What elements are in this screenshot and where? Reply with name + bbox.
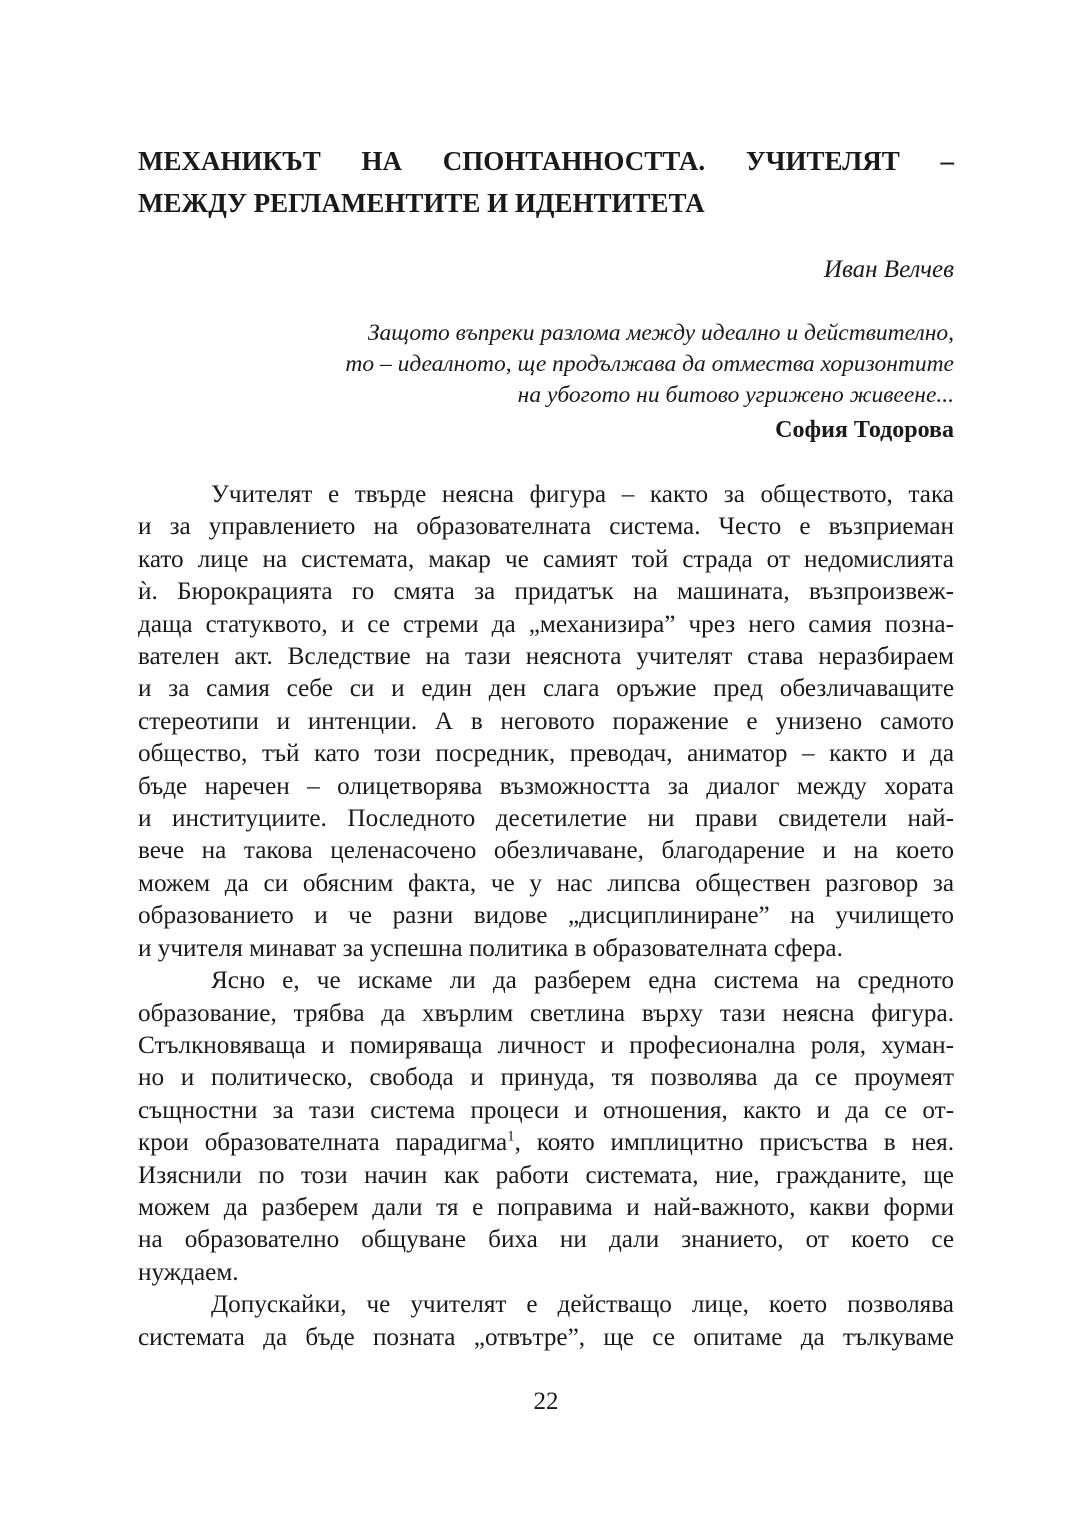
text-line: и за самия себе си и един ден слага оръжие пред обезличаващите [138, 675, 954, 703]
text-line: вателен акт. Вследствие на тази неяснота учителят става неразбираем [138, 643, 954, 671]
text-line: образование, трябва да хвърлим светлина върху тази неясна фигура. [138, 999, 954, 1027]
document-page [138, 0, 954, 1530]
text-line: Изяснили по този начин как работи системата, ние, гражданите, ще [138, 1161, 954, 1189]
article-title [138, 140, 954, 224]
text-line: Стълкновяваща и помиряваща личност и професионална роля, хуман- [138, 1031, 954, 1059]
text-line: и за управлението на образователната система. Често е възприеман [138, 513, 954, 541]
text-line: Ясно е, че искаме ли да разберем една система на средното [211, 967, 954, 995]
article-body [138, 479, 954, 1354]
text-line: и институциите. Последното десетилетие ни прави свидетели най- [138, 805, 954, 833]
epigraph-line: Защото въпреки разлома между идеално и действително, [367, 320, 954, 346]
paragraph-2 [138, 965, 954, 1289]
article-author: Иван Велчев [823, 256, 954, 283]
epigraph [254, 318, 954, 411]
text-line: същностни за тази система процеси и отношения, както и да се от- [138, 1096, 954, 1124]
text-line: можем да разберем дали тя е поправима и най-важното, какви форми [138, 1193, 954, 1221]
text-line: вече на такова целенасочено обезличаване, благодарение и на което [138, 837, 954, 865]
text-line: но и политическо, свобода и принуда, тя позволява да се проумеят [138, 1064, 954, 1092]
text-line: образованието и че разни видове „дисциплиниране” на училището [138, 902, 954, 930]
text-line: бъде наречен – олицетворява възможността за диалог между хората [138, 772, 954, 800]
article-title-line-2: МЕЖДУ РЕГЛАМЕНТИТЕ И ИДЕНТИТЕТА [138, 188, 705, 218]
text-line: даща статуквото, и се стреми да „механизира” чрез него самия позна- [138, 610, 954, 638]
text-line: стереотипи и интенции. А в неговото поражение е унизено самото [138, 707, 954, 735]
text-line: Допускайки, че учителят е действащо лице, което позволява [211, 1291, 954, 1319]
text-line: ѝ. Бюрокрацията го смята за придатък на машината, възпроизвеж- [138, 578, 954, 606]
article-title-line-1: МЕХАНИКЪТ НА СПОНТАННОСТТА. УЧИТЕЛЯТ – [138, 146, 954, 176]
epigraph-line: на убогото ни битово угрижено живеене... [517, 382, 954, 408]
text-line: на образователно общуване биха ни дали знанието, от което се [138, 1226, 954, 1254]
epigraph-line: то – идеалното, ще продължава да отмества хоризонтите [345, 351, 954, 377]
text-line: системата да бъде позната „отвътре”, ще се опитаме да тълкуваме [138, 1323, 954, 1351]
page-number: 22 [533, 1388, 559, 1415]
paragraph-1 [138, 479, 954, 965]
epigraph-source: София Тодорова [775, 417, 954, 443]
text-line-with-footnote [138, 1127, 954, 1159]
text-line: можем да си обясним факта, че у нас липсва обществен разговор за [138, 869, 954, 897]
text-line: и учителя минават за успешна политика в образователната сфера. [138, 934, 843, 962]
text-line: като лице на системата, макар че самият той страда от недомислията [138, 545, 954, 573]
text-line: общество, тъй като този посредник, преводач, аниматор – както и да [138, 740, 954, 768]
paragraph-3 [138, 1289, 954, 1354]
text-fragment: , която имплицитно присъства в нея. [514, 1129, 954, 1157]
text-line: Учителят е твърде неясна фигура – както за обществото, така [211, 481, 954, 508]
text-line: нуждаем. [138, 1258, 239, 1286]
footnote-mark[interactable]: 1 [507, 1128, 515, 1145]
text-fragment: крои образователната парадигма [138, 1129, 508, 1157]
